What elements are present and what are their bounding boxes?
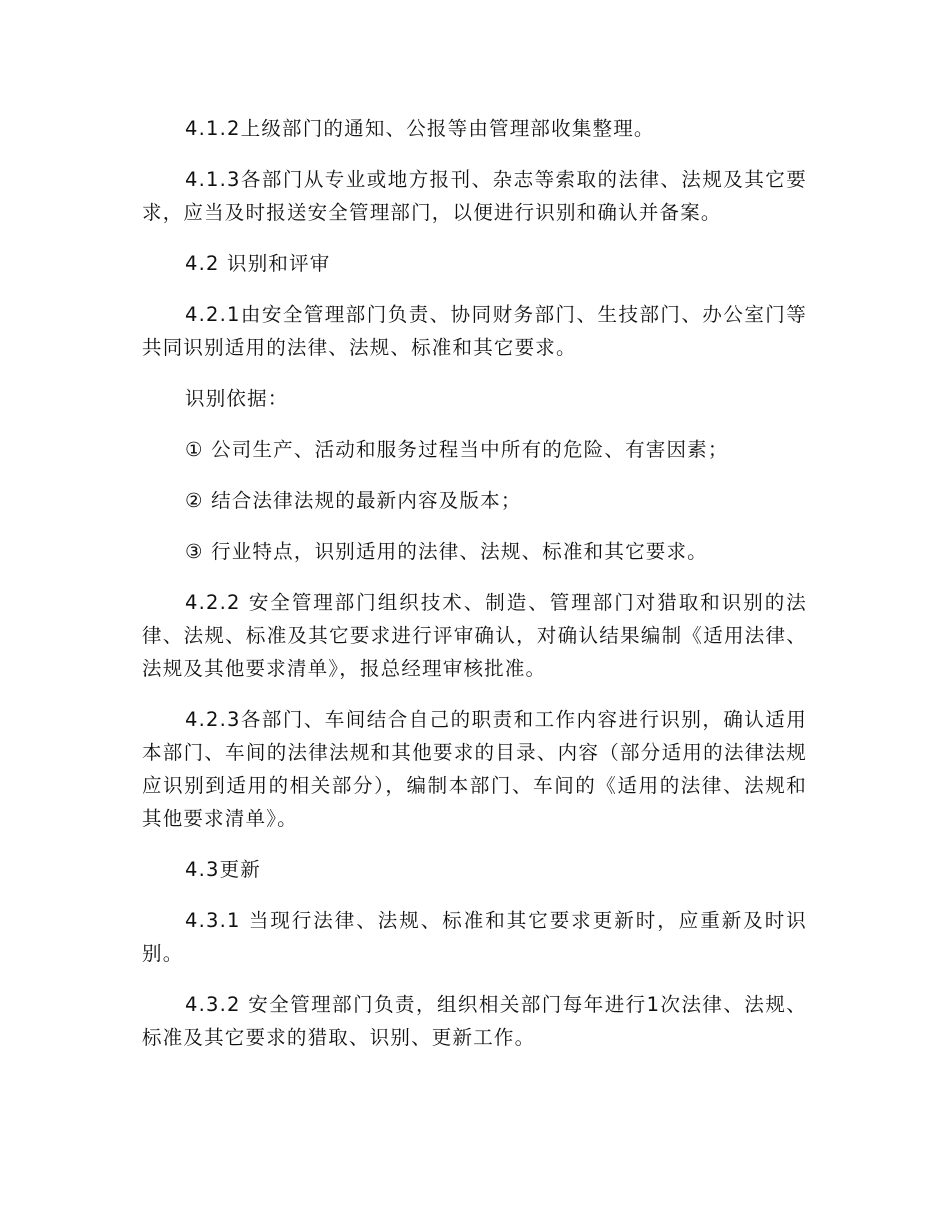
paragraph-4-2-3: 4.2.3各部门、车间结合自己的职责和工作内容进行识别，确认适用本部门、车间的法律法规和其他要求的目录、内容（部分适用的法律法规应识别到适用的相关部分），编制本部门、车间的《适用的法律、法规和其他要求清单》。 [142, 708, 807, 830]
section-heading-4-3: 4.3更新 [185, 858, 262, 881]
basis-item-1: ① 公司生产、活动和服务过程当中所有的危险、有害因素； [185, 438, 729, 461]
paragraph-4-1-2: 4.1.2上级部门的通知、公报等由管理部收集整理。 [185, 117, 655, 140]
section-heading-4-2: 4.2 识别和评审 [185, 252, 331, 275]
paragraph-4-2-1: 4.2.1由安全管理部门负责、协同财务部门、生技部门、办公室门等共同识别适用的法律、法规、标准和其它要求。 [142, 303, 807, 359]
paragraph-4-1-3: 4.1.3各部门从专业或地方报刊、杂志等索取的法律、法规及其它要求，应当及时报送安全管理部门，以便进行识别和确认并备案。 [142, 168, 807, 224]
basis-item-2: ② 结合法律法规的最新内容及版本； [185, 489, 522, 512]
basis-item-3: ③ 行业特点，识别适用的法律、法规、标准和其它要求。 [185, 540, 708, 563]
paragraph-4-3-2: 4.3.2 安全管理部门负责，组织相关部门每年进行1次法律、法规、标准及其它要求的猎取、识别、更新工作。 [142, 993, 807, 1049]
paragraph-4-3-1: 4.3.1 当现行法律、法规、标准和其它要求更新时，应重新及时识别。 [142, 909, 807, 965]
document-body [142, 112, 807, 1072]
identification-basis-label: 识别依据： [185, 387, 289, 410]
paragraph-4-2-2: 4.2.2 安全管理部门组织技术、制造、管理部门对猎取和识别的法律、法规、标准及其它要求进行评审确认，对确认结果编制《适用法律、法规及其他要求清单》，报总经理审核批准。 [142, 591, 807, 680]
